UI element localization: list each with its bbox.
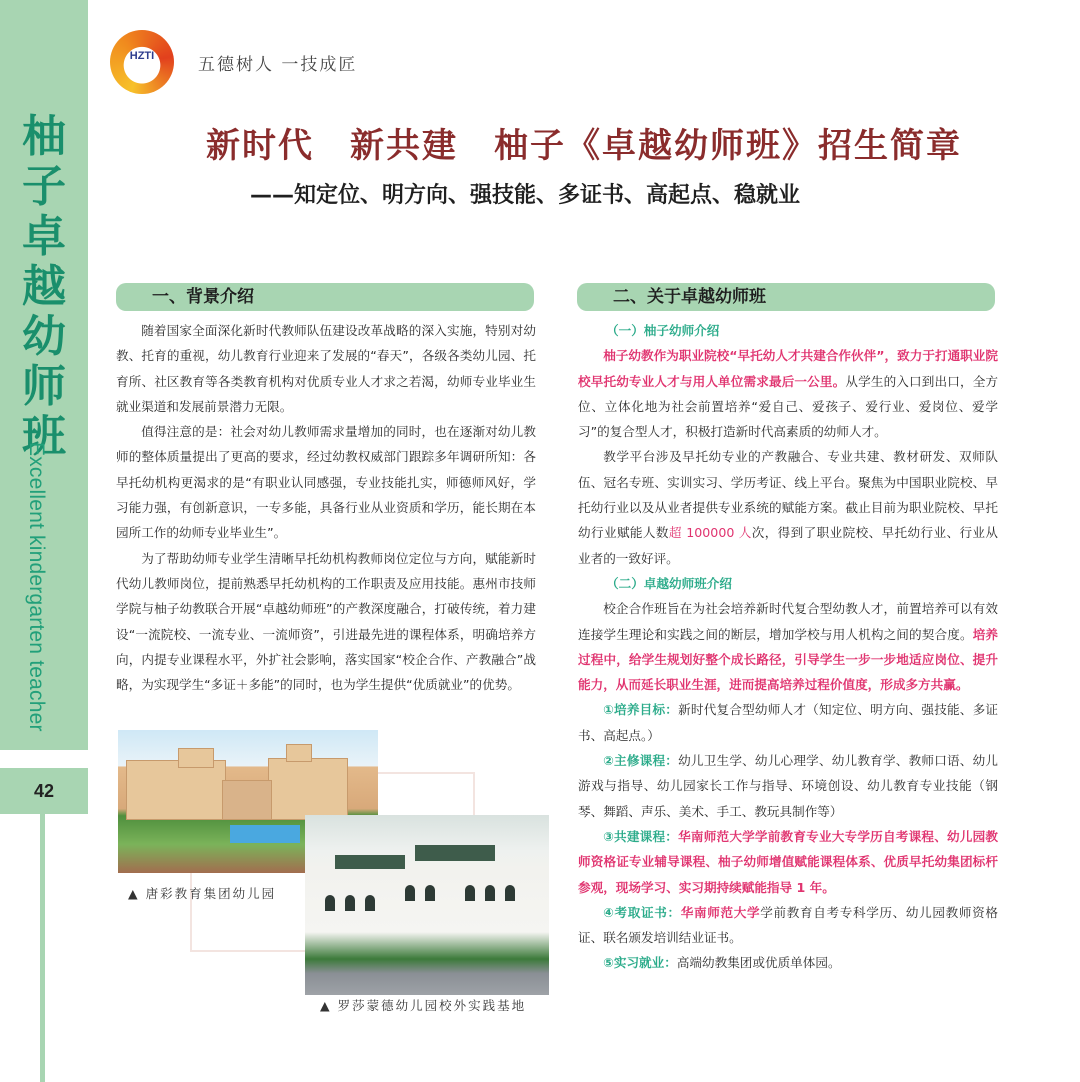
highlight-number: 超 100000 人 — [668, 525, 752, 541]
page-number: 42 — [0, 768, 88, 814]
logo-text: HZTI — [129, 50, 155, 62]
page-subtitle: ——知定位、明方向、强技能、多证书、高起点、稳就业 — [250, 183, 801, 208]
list-item — [578, 697, 998, 748]
item-text: 新时代复合型幼师人才（知定位、明方向、强技能、多证书、高起点。） — [578, 702, 998, 743]
item-label: ④考取证书： — [603, 904, 681, 920]
page-divider-line — [40, 814, 45, 1082]
sidebar — [0, 0, 88, 750]
body-text: 校企合作班旨在为社会培养新时代复合型幼教人才，前置培养可以有效连接学生理论和实践之间的断层，增加学校与用人机构之间的契合度。 — [578, 601, 998, 642]
paragraph: 值得注意的是：社会对幼儿教师需求量增加的同时，也在逐渐对幼儿教师的整体质量提出了更高的要求，经过幼教权威部门跟踪多年调研所知：各早托幼机构更渴求的是“有职业认同感强，专业技能扎实，师德师风好，学习能力强，有创新意识，一专多能，具备行业从业资质和学历，能长期在本园所工作的幼师专业毕业生”。 — [116, 424, 536, 541]
body-text: 从学生的入口到出口，全方位、立体化地为社会前置培养“爱自己、爱孩子、爱行业、爱岗位、爱学习”的复合型人才，积极打造新时代高素质的幼师人才。 — [578, 373, 999, 440]
item-text: 高端幼教集团或优质单体园。 — [676, 955, 841, 971]
motto: 五德树人 一技成匠 — [198, 55, 358, 75]
sidebar-title-en: Excellent kindergarten teacher — [25, 442, 48, 732]
school-logo-icon — [110, 30, 174, 94]
photo-kindergarten-rosamond — [305, 815, 549, 995]
paragraph — [578, 343, 998, 444]
item-label: ②主修课程： — [603, 753, 679, 769]
highlight-text: 柚子幼教作为职业院校“早托幼人才共建合作伙伴”，致力于打通职业院校早托幼专业人才与用人单位需求最后一公里。 — [578, 348, 998, 389]
item-label: ①培养目标： — [603, 702, 679, 718]
subsection-heading: （二）卓越幼师班介绍 — [606, 575, 732, 591]
list-item — [578, 900, 998, 951]
item-text: 学前教育自考专科学历、幼儿园教师资格证、联名颁发培训结业证书。 — [578, 904, 998, 946]
section-heading-about: 二、关于卓越幼师班 — [577, 283, 995, 311]
body-text: 次，得到了职业院校、早托幼行业、行业从业者的一致好评。 — [578, 525, 999, 566]
photo-caption: ▲ 唐彩教育集团幼儿园 — [128, 886, 277, 901]
body-text: 教学平台涉及早托幼专业的产教融合、专业共建、教材研发、双师队伍、冠名专班、实训实习、学历考证、线上平台。聚焦为中国职业院校、早托幼行业以及从业者提供专业系统的赋能方案。截止目前为职业院校、早托幼行业赋能人数 — [578, 449, 998, 541]
list-item — [578, 950, 998, 975]
page-title: 新时代 新共建 柚子《卓越幼师班》招生简章 — [206, 126, 962, 166]
paragraph: 随着国家全面深化新时代教师队伍建设改革战略的深入实施，特别对幼教、托育的重视，幼儿教育行业迎来了发展的“春天”，各级各类幼儿园、托育所、社区教育等各类教育机构对优质专业人才求之若渴，幼师专业毕业生就业渠道和发展前景潜力无限。 — [116, 323, 536, 414]
section-about-body — [578, 318, 998, 976]
photo-caption: ▲ 罗莎蒙德幼儿园校外实践基地 — [320, 998, 527, 1013]
list-item — [578, 824, 998, 900]
paragraph — [578, 596, 998, 697]
subsection-heading: （一）柚子幼师介绍 — [606, 323, 720, 338]
sidebar-title: 柚子卓越幼师班 — [22, 111, 66, 462]
item-highlight: 华南师范大学 — [680, 904, 761, 920]
item-highlight: 华南师范大学学前教育专业大专学历自考课程、幼儿园教师资格证专业辅导课程、柚子幼师增值赋能课程体系、优质早托幼集团标杆参观，现场学习、实习期持续赋能指导 1 年。 — [578, 828, 998, 895]
item-label: ③共建课程： — [603, 828, 679, 844]
highlight-text: 培养过程中，给学生规划好整个成长路径，引导学生一步一步地适应岗位、提升能力，从而延长职业生涯，进而提高培养过程价值度，形成多方共赢。 — [578, 626, 999, 693]
paragraph: 为了帮助幼师专业学生清晰早托幼机构教师岗位定位与方向，赋能新时代幼儿教师岗位，提前熟悉早托幼机构的工作职责及应用技能。惠州市技师学院与柚子幼教联合开展“卓越幼师班”的产教深度融合，打破传统，着力建设“一流院校、一流专业、一流师资”，引进最先进的课程体系，明确培养方向，内提专业课程水平，外扩社会影响，落实国家“校企合作、产教融合”战略，为实现学生“多证＋多能”的同时，也为学生提供“优质就业”的优势。 — [116, 550, 536, 693]
list-item — [578, 748, 998, 824]
paragraph — [578, 444, 998, 570]
item-text: 幼儿卫生学、幼儿心理学、幼儿教育学、教师口语、幼儿游戏与指导、幼儿园家长工作与指导、环境创设、幼儿教育专业技能（钢琴、舞蹈、声乐、美术、手工、教玩具制作等） — [578, 753, 998, 819]
section-background-body — [116, 318, 536, 697]
section-heading-background: 一、背景介绍 — [116, 283, 534, 311]
item-label: ⑤实习就业： — [603, 955, 677, 971]
